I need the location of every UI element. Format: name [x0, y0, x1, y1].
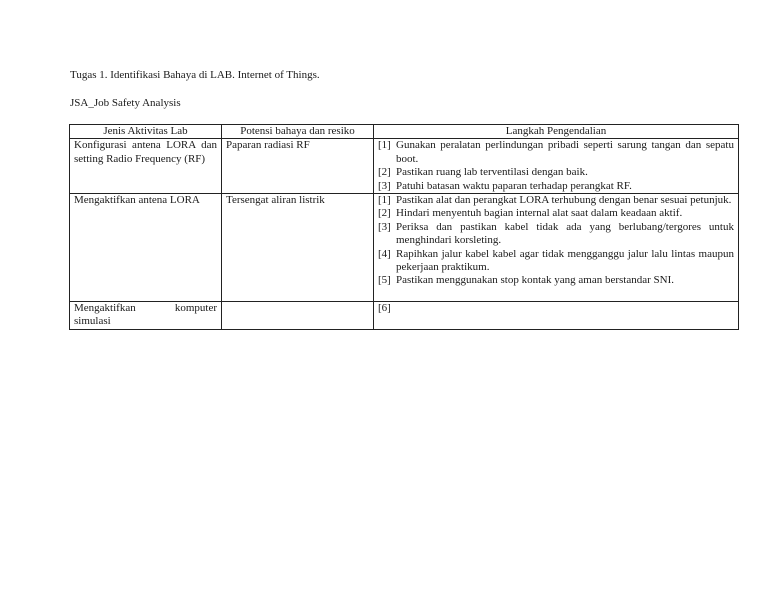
activity-cell — [70, 302, 222, 330]
step-number: [6] — [378, 302, 391, 315]
step-number: [2] — [378, 166, 391, 179]
table-row — [70, 302, 739, 330]
activity-cell: Mengaktifkan antena LORA — [70, 194, 222, 302]
step-number: [4] — [378, 247, 391, 260]
header-hazard: Potensi bahaya dan resiko — [222, 125, 374, 139]
step-text: Gunakan peralatan perlindungan pribadi seperti sarung tangan dan sepatu boot. — [396, 139, 734, 165]
list-item — [378, 207, 734, 220]
list-item — [378, 248, 734, 275]
activity-line: simulasi — [74, 315, 111, 328]
control-steps-list — [378, 139, 734, 193]
step-number: [3] — [378, 179, 391, 192]
list-item — [378, 139, 734, 166]
step-number: [1] — [378, 139, 391, 152]
control-steps-cell — [374, 302, 739, 330]
table-row — [70, 139, 739, 194]
activity-cell: Konfigurasi antena LORA dan setting Radio Frequency (RF) — [70, 139, 222, 194]
list-item — [378, 166, 734, 179]
jsa-table — [69, 124, 739, 330]
step-number: [5] — [378, 274, 391, 287]
step-text: Pastikan ruang lab terventilasi dengan baik. — [396, 166, 588, 179]
list-item — [378, 221, 734, 248]
header-control-steps: Langkah Pengendalian — [374, 125, 739, 139]
control-steps-cell — [374, 139, 739, 194]
document-subtitle: JSA_Job Safety Analysis — [70, 97, 181, 109]
step-text: Pastikan alat dan perangkat LORA terhubung dengan benar sesuai petunjuk. — [396, 194, 732, 207]
step-text: Periksa dan pastikan kabel tidak ada yang berlubang/tergores untuk menghindari korsleting. — [396, 220, 734, 247]
table-row — [70, 194, 739, 302]
header-activity: Jenis Aktivitas Lab — [70, 125, 222, 139]
activity-line: Mengaktifkan komputer — [74, 302, 217, 315]
step-number: [2] — [378, 207, 391, 220]
list-item — [378, 180, 734, 193]
document-title: Tugas 1. Identifikasi Bahaya di LAB. Internet of Things. — [70, 69, 320, 81]
step-text: Patuhi batasan waktu paparan terhadap perangkat RF. — [396, 179, 632, 192]
step-text: Rapihkan jalur kabel kabel agar tidak mengganggu jalur lalu lintas maupun pekerjaan praktikum. — [396, 247, 734, 274]
list-item — [378, 274, 734, 287]
hazard-cell: Tersengat aliran listrik — [222, 194, 374, 302]
hazard-cell: Paparan radiasi RF — [222, 139, 374, 194]
control-steps-cell — [374, 194, 739, 302]
step-text: Pastikan menggunakan stop kontak yang aman berstandar SNI. — [396, 274, 674, 287]
list-item — [378, 194, 734, 207]
control-steps-list — [378, 194, 734, 288]
step-number: [3] — [378, 220, 391, 233]
table-header-row — [70, 125, 739, 139]
step-number: [1] — [378, 194, 391, 207]
hazard-cell — [222, 302, 374, 330]
step-text: Hindari menyentuh bagian internal alat saat dalam keadaan aktif. — [396, 207, 683, 220]
